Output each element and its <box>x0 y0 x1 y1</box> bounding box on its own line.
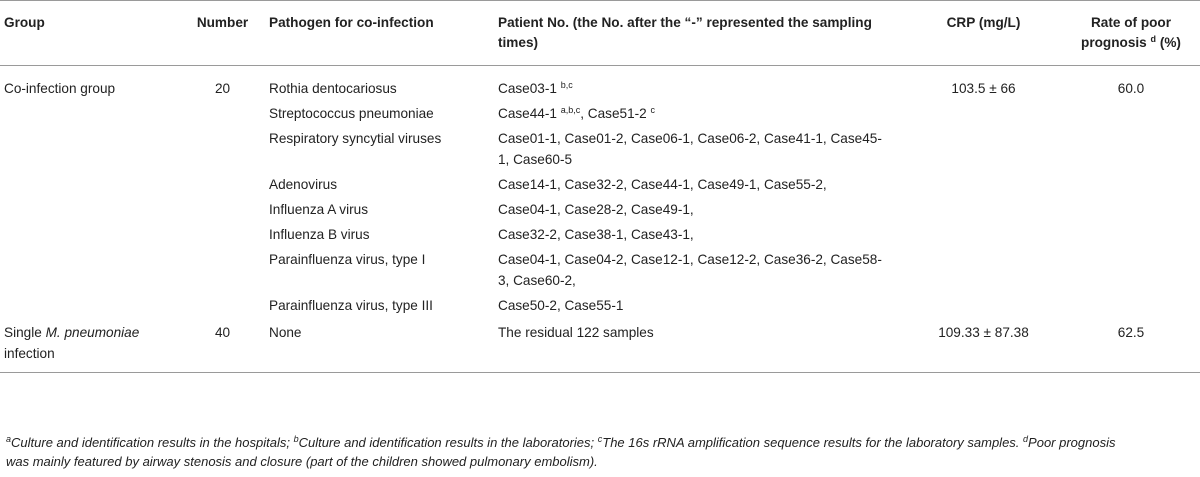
header-number: Number <box>176 1 269 66</box>
group-suffix: infection <box>4 346 55 361</box>
group-prefix: Single <box>4 325 46 340</box>
cell-cases: Case50-2, Case55-1 <box>498 298 624 313</box>
case-footnote-mark: a,b,c <box>560 105 581 115</box>
cell-cases: The residual 122 samples <box>498 318 905 373</box>
cell-pathogen: Parainfluenza virus, type I <box>269 252 426 267</box>
cell-number: 20 <box>214 81 231 96</box>
table-row <box>0 124 1200 170</box>
cell-pathogen: Adenovirus <box>269 177 338 192</box>
cell-cases: Case01-1, Case01-2, Case06-1, Case06-2, Case41-1, Case45-1, Case60-5 <box>498 131 882 167</box>
cell-cases: Case04-1, Case04-2, Case12-1, Case12-2, Case36-2, Case58-3, Case60-2, <box>498 252 882 288</box>
cell-crp: 103.5 ± 66 <box>951 81 1016 96</box>
cell-cases <box>498 66 905 100</box>
case-list-extra: , Case51-2 <box>580 106 647 121</box>
cell-pathogen: None <box>269 318 498 373</box>
cell-pathogen: Rothia dentocariosus <box>269 81 397 96</box>
footnote-mark-d: d <box>1023 434 1029 444</box>
footnote-d-text: Poor prognosis was mainly featured by airway stenosis and closure (part of the children showed pulmonary embolism). <box>6 435 1116 469</box>
header-rate-footnote-mark: d <box>1150 34 1157 44</box>
cell-pathogen: Influenza A virus <box>269 202 368 217</box>
case-list: Case03-1 <box>498 81 557 96</box>
cell-pathogen: Influenza B virus <box>269 227 370 242</box>
case-footnote-mark: c <box>650 105 656 115</box>
table-row <box>0 99 1200 124</box>
table-footnote <box>6 433 1140 471</box>
footnote-mark-b: b <box>293 434 299 444</box>
cell-cases <box>498 99 905 124</box>
cell-number: 40 <box>176 318 269 373</box>
header-group: Group <box>0 1 176 66</box>
cell-pathogen: Parainfluenza virus, type III <box>269 298 433 313</box>
header-rate-unit: (%) <box>1159 35 1181 50</box>
cell-cases: Case14-1, Case32-2, Case44-1, Case49-1, Case55-2, <box>498 177 827 192</box>
cell-crp: 109.33 ± 87.38 <box>905 318 1062 373</box>
cell-rate: 62.5 <box>1062 318 1200 373</box>
table-row <box>0 170 1200 195</box>
table-row <box>0 318 1200 373</box>
header-crp: CRP (mg/L) <box>905 1 1062 66</box>
header-rate-label: Rate of poor prognosis <box>1081 15 1172 50</box>
cell-group: Co-infection group <box>4 81 116 96</box>
table-row <box>0 220 1200 245</box>
table-row <box>0 195 1200 220</box>
cell-rate: 60.0 <box>1117 81 1145 96</box>
header-patient-no: Patient No. (the No. after the “-” represented the sampling times) <box>498 1 905 66</box>
footnote-a-text: Culture and identification results in the hospitals; <box>11 435 294 450</box>
cell-cases: Case32-2, Case38-1, Case43-1, <box>498 227 694 242</box>
footnote-mark-c: c <box>597 434 603 444</box>
footnote-mark-a: a <box>6 434 12 444</box>
footnote-c-text: The 16s rRNA amplification sequence results for the laboratory samples. <box>602 435 1024 450</box>
cell-cases: Case04-1, Case28-2, Case49-1, <box>498 202 694 217</box>
header-rate <box>1062 1 1200 66</box>
cell-group <box>0 318 176 373</box>
table-row <box>0 291 1200 318</box>
case-list: Case44-1 <box>498 106 557 121</box>
header-pathogen: Pathogen for co-infection <box>269 1 498 66</box>
group-species: M. pneumoniae <box>45 325 140 340</box>
case-footnote-mark: b,c <box>560 80 573 90</box>
table-row <box>0 66 1200 100</box>
footnote-b-text: Culture and identification results in the laboratories; <box>298 435 598 450</box>
table-row <box>0 245 1200 291</box>
table-header-row <box>0 1 1200 66</box>
cell-pathogen: Streptococcus pneumoniae <box>269 106 434 121</box>
cell-pathogen: Respiratory syncytial viruses <box>269 131 442 146</box>
